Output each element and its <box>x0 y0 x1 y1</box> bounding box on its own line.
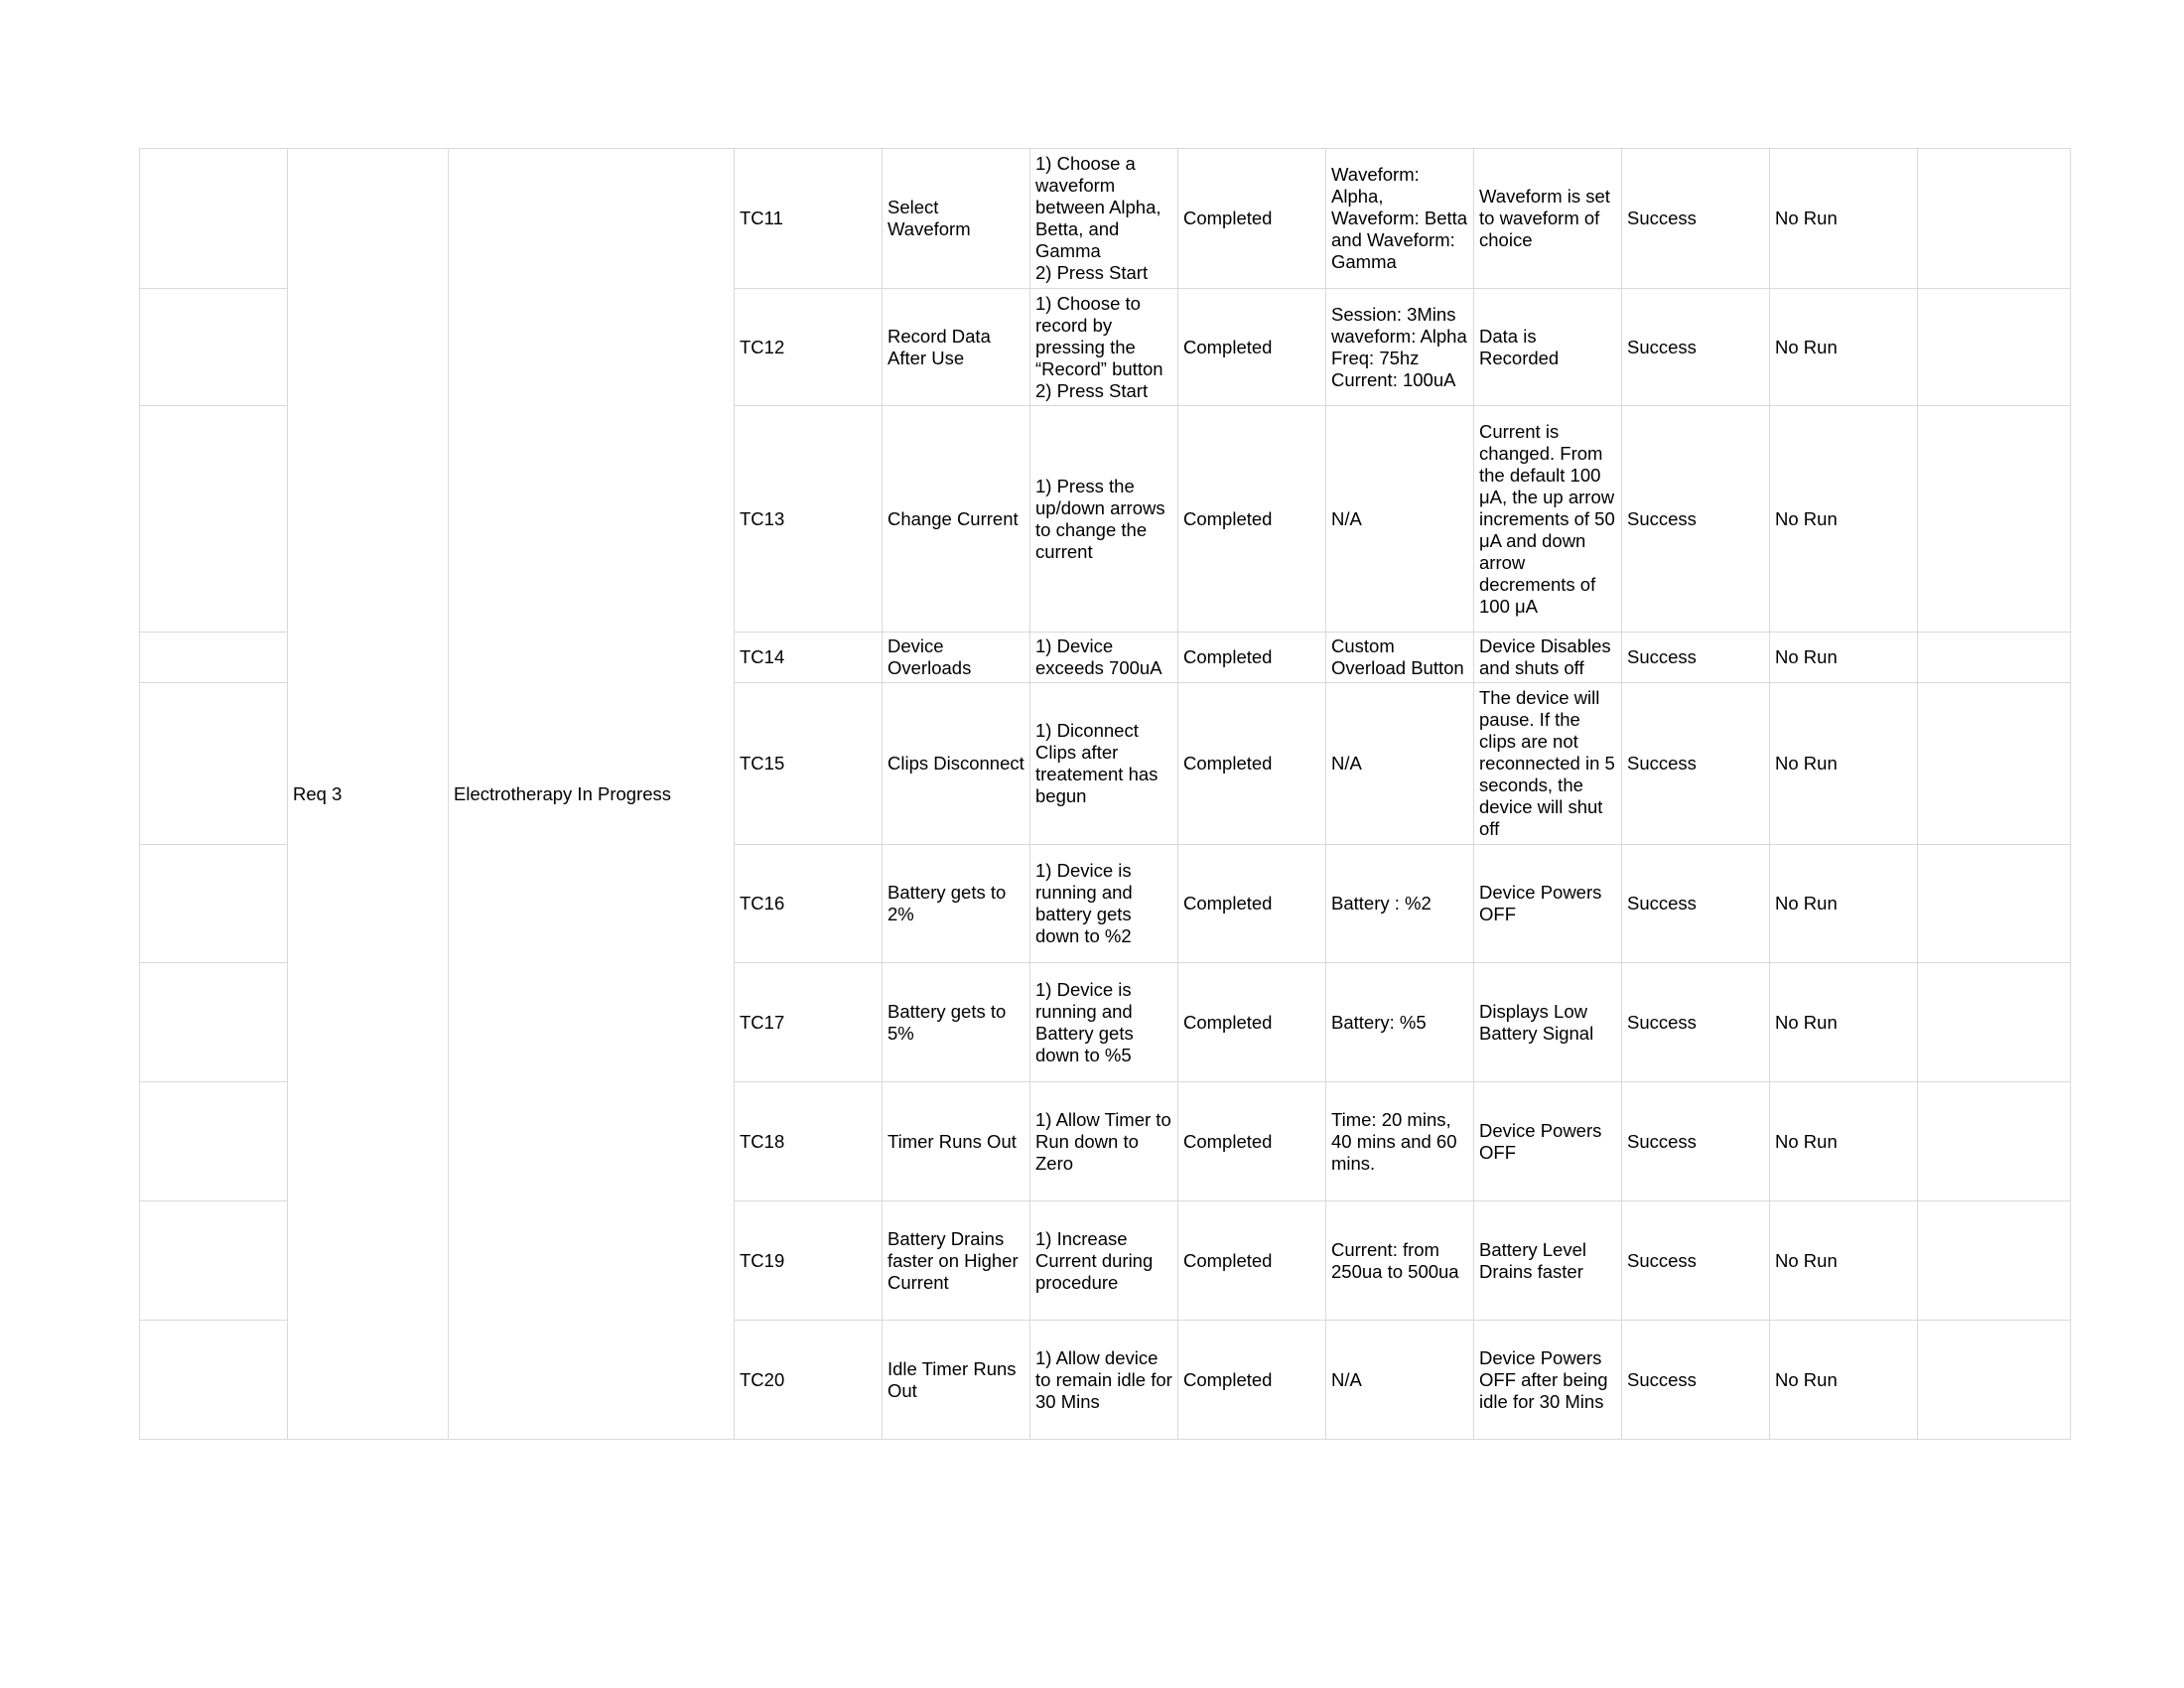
empty-cell <box>140 1201 288 1321</box>
table-body <box>140 149 2071 1440</box>
empty-cell <box>140 1321 288 1440</box>
notes-cell <box>1918 633 2071 683</box>
notes-cell <box>1918 1082 2071 1201</box>
test-case-title: Idle Timer Runs Out <box>883 1321 1030 1440</box>
test-steps: 1) Press the up/down arrows to change the current <box>1030 406 1178 633</box>
test-steps: 1) Device is running and Battery gets down to %5 <box>1030 963 1178 1082</box>
test-steps: 1) Allow Timer to Run down to Zero <box>1030 1082 1178 1201</box>
test-case-title: Select Waveform <box>883 149 1030 289</box>
test-steps: 1) Device is running and battery gets down to %2 <box>1030 845 1178 963</box>
expected-result: Device Disables and shuts off <box>1474 633 1622 683</box>
actual-result: Success <box>1622 1201 1770 1321</box>
actual-result: Success <box>1622 149 1770 289</box>
test-status: Completed <box>1178 1201 1326 1321</box>
run-status: No Run <box>1770 683 1918 845</box>
run-status: No Run <box>1770 633 1918 683</box>
expected-result: Device Powers OFF after being idle for 30 Mins <box>1474 1321 1622 1440</box>
expected-result: Device Powers OFF <box>1474 1082 1622 1201</box>
test-input: Session: 3Mins waveform: Alpha Freq: 75hz Current: 100uA <box>1326 289 1474 406</box>
notes-cell <box>1918 1321 2071 1440</box>
table-row <box>140 149 2071 289</box>
test-steps: 1) Device exceeds 700uA <box>1030 633 1178 683</box>
test-case-id: TC13 <box>735 406 883 633</box>
expected-result: Data is Recorded <box>1474 289 1622 406</box>
test-input: Current: from 250ua to 500ua <box>1326 1201 1474 1321</box>
run-status: No Run <box>1770 406 1918 633</box>
actual-result: Success <box>1622 683 1770 845</box>
test-case-title: Battery gets to 5% <box>883 963 1030 1082</box>
test-status: Completed <box>1178 406 1326 633</box>
test-input: Waveform: Alpha, Waveform: Betta and Waveform: Gamma <box>1326 149 1474 289</box>
test-status: Completed <box>1178 1321 1326 1440</box>
empty-cell <box>140 289 288 406</box>
notes-cell <box>1918 963 2071 1082</box>
test-case-id: TC12 <box>735 289 883 406</box>
run-status: No Run <box>1770 1321 1918 1440</box>
test-input: N/A <box>1326 406 1474 633</box>
actual-result: Success <box>1622 1082 1770 1201</box>
test-status: Completed <box>1178 1082 1326 1201</box>
run-status: No Run <box>1770 289 1918 406</box>
test-input: N/A <box>1326 683 1474 845</box>
test-case-title: Battery Drains faster on Higher Current <box>883 1201 1030 1321</box>
actual-result: Success <box>1622 633 1770 683</box>
test-status: Completed <box>1178 289 1326 406</box>
actual-result: Success <box>1622 1321 1770 1440</box>
test-case-id: TC16 <box>735 845 883 963</box>
expected-result: Device Powers OFF <box>1474 845 1622 963</box>
notes-cell <box>1918 149 2071 289</box>
run-status: No Run <box>1770 963 1918 1082</box>
test-case-id: TC19 <box>735 1201 883 1321</box>
notes-cell <box>1918 683 2071 845</box>
test-case-id: TC14 <box>735 633 883 683</box>
test-case-id: TC15 <box>735 683 883 845</box>
empty-cell <box>140 633 288 683</box>
run-status: No Run <box>1770 1082 1918 1201</box>
test-input: N/A <box>1326 1321 1474 1440</box>
test-case-id: TC17 <box>735 963 883 1082</box>
empty-cell <box>140 1082 288 1201</box>
actual-result: Success <box>1622 845 1770 963</box>
test-case-title: Clips Disconnect <box>883 683 1030 845</box>
notes-cell <box>1918 1201 2071 1321</box>
expected-result: Waveform is set to waveform of choice <box>1474 149 1622 289</box>
notes-cell <box>1918 845 2071 963</box>
expected-result: Current is changed. From the default 100 μA, the up arrow increments of 50 μA and down arrow decrements of 100 μA <box>1474 406 1622 633</box>
test-status: Completed <box>1178 633 1326 683</box>
actual-result: Success <box>1622 963 1770 1082</box>
run-status: No Run <box>1770 1201 1918 1321</box>
test-case-title: Device Overloads <box>883 633 1030 683</box>
test-case-id: TC11 <box>735 149 883 289</box>
requirement-name: Electrotherapy In Progress <box>449 149 735 1440</box>
test-input: Battery: %5 <box>1326 963 1474 1082</box>
test-case-id: TC20 <box>735 1321 883 1440</box>
test-status: Completed <box>1178 683 1326 845</box>
expected-result: The device will pause. If the clips are not reconnected in 5 seconds, the device will shut off <box>1474 683 1622 845</box>
actual-result: Success <box>1622 406 1770 633</box>
expected-result: Displays Low Battery Signal <box>1474 963 1622 1082</box>
run-status: No Run <box>1770 149 1918 289</box>
empty-cell <box>140 845 288 963</box>
test-steps: 1) Allow device to remain idle for 30 Mins <box>1030 1321 1178 1440</box>
empty-cell <box>140 406 288 633</box>
empty-cell <box>140 963 288 1082</box>
test-case-id: TC18 <box>735 1082 883 1201</box>
run-status: No Run <box>1770 845 1918 963</box>
expected-result: Battery Level Drains faster <box>1474 1201 1622 1321</box>
test-input: Custom Overload Button <box>1326 633 1474 683</box>
test-case-title: Timer Runs Out <box>883 1082 1030 1201</box>
requirement-id: Req 3 <box>288 149 449 1440</box>
test-status: Completed <box>1178 963 1326 1082</box>
actual-result: Success <box>1622 289 1770 406</box>
empty-cell <box>140 149 288 289</box>
test-steps: 1) Choose to record by pressing the “Record” button 2) Press Start <box>1030 289 1178 406</box>
test-input: Battery : %2 <box>1326 845 1474 963</box>
test-case-title: Battery gets to 2% <box>883 845 1030 963</box>
notes-cell <box>1918 406 2071 633</box>
empty-cell <box>140 683 288 845</box>
test-status: Completed <box>1178 845 1326 963</box>
test-status: Completed <box>1178 149 1326 289</box>
test-steps: 1) Increase Current during procedure <box>1030 1201 1178 1321</box>
notes-cell <box>1918 289 2071 406</box>
test-case-title: Record Data After Use <box>883 289 1030 406</box>
test-steps: 1) Choose a waveform between Alpha, Betta, and Gamma 2) Press Start <box>1030 149 1178 289</box>
test-steps: 1) Diconnect Clips after treatement has begun <box>1030 683 1178 845</box>
test-case-title: Change Current <box>883 406 1030 633</box>
test-input: Time: 20 mins, 40 mins and 60 mins. <box>1326 1082 1474 1201</box>
test-case-table <box>139 148 2071 1440</box>
